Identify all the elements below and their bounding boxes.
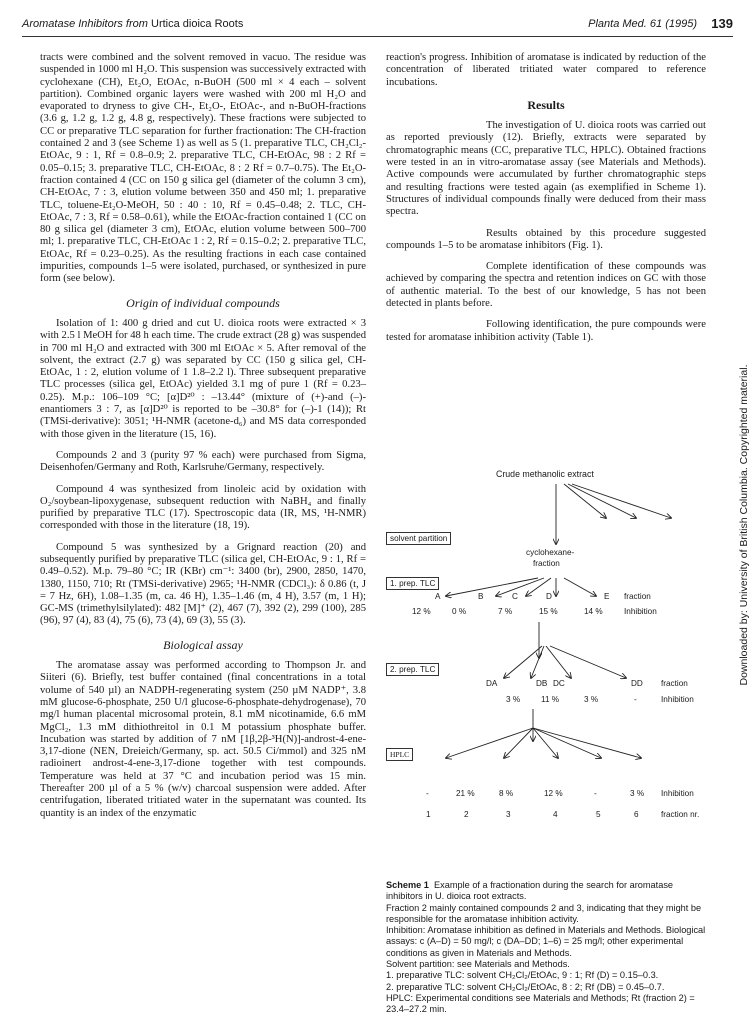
paragraph: Results obtained by this procedure suggested compounds 1–5 to be aromatase inhibitors (Fig. 1).: [386, 227, 706, 251]
section-heading: Results: [527, 97, 565, 112]
running-header: [22, 14, 733, 34]
paragraph: Following identification, the pure compounds were tested for aromatase inhibition activity (Table 1).: [386, 319, 706, 343]
paragraph: Compound 4 was synthesized from linoleic acid by oxidation with O₂/soybean-lipoxygenase, subsequent reduction with NaBH₄ and finally purified by preparative TLC (17). Spectroscopic data (IR, MS, ¹H-NMR) corresponded with those in the literature (18, 19).: [40, 483, 366, 532]
paragraph: reaction's progress. Inhibition of aromatase is indicated by reduction of the concentration of liberated tritiated water compared to reference incubations.: [386, 52, 706, 88]
caption-line: HPLC: Experimental conditions see Materials and Methods; Rt (fraction 2) = 23.4–27.2 min.: [386, 992, 695, 1015]
inhibition-value: 3 %: [584, 695, 599, 704]
caption-title: Scheme 1: [386, 880, 429, 890]
cyclohexane-label: fraction: [533, 559, 560, 568]
row-label: fraction nr.: [661, 810, 700, 819]
inhibition-value: 3 %: [506, 695, 521, 704]
fraction-label: D: [546, 592, 552, 601]
fraction-number: 5: [596, 810, 601, 819]
scheme-caption: [386, 880, 706, 1016]
paragraph: Complete identification of these compounds was achieved by comparing the spectra and retention indices on GC with those of authentic material. To the best of our knowledge, 5 has not been detected in plants before.: [386, 261, 706, 310]
fraction-label: E: [604, 592, 610, 601]
step-box-hplc: HPLC: [386, 748, 413, 761]
inhibition-value: 11 %: [541, 695, 560, 704]
fraction-label: DD: [631, 679, 643, 688]
caption-line: Solvent partition: see Materials and Methods.: [386, 959, 570, 970]
paragraph: Compound 5 was synthesized by a Grignard reaction (20) and subsequently purified by preparative TLC (silica gel, CH-EtOAc, 9 : 1, Rf = 0.49–0.52). M.p. 79–80 °C; IR (KBr) cm⁻¹: 3400 (br), 2900, 2850, 1470, 1380, 1150, 710; Rt (TMSi-derivative) 2965; ¹H-NMR (CDCl₃): δ 0.86 (t, J = 7 Hz, 6H), 1.08–1.35 (m, ca. 46 H), 1.35–1.46 (m, 4 H), 3.57 (m, 1 H); GC-MS (trimethylsilylated): 482 [M]⁺ (2), 467 (7), 392 (2), 299 (100), 285 (96), 97 (4), 83 (4), 75 (6), 73 (4), 69 (3), 55 (3).: [40, 541, 366, 627]
paragraph: tracts were combined and the solvent removed in vacuo. The residue was suspended in 1000 ml H₂O. This suspension was successively extracted with cyclohexane (CH), Et₂O, EtOAc, n-BuOH (500 ml × 4 each – solvent partition). Combined organic layers were washed with 200 ml H₂O and evaporated to dryness to give CH-, Et₂O-, EtOAc-, and n-BuOH-fractions (3.6 g, 1.2 g, 1.2 g, 4.8 g, respectively). These fractions were subjected to CC or preparative TLC separation for further fractionation: The CH-fraction contained 2 and 3 (see Scheme 1) as well as 5 (1. preparative TLC, CH₂Cl₂-EtOAc, 9 : 1, Rf = 0.8–0.9; 2. preparative TLC, CH-EtOAc, 98 : 2 Rf = 0.05–0.15; 3. preparative TLC, CH-EtOAc, 8 : 2 Rf = 0.7–0.75). The Et₂O-fraction contained 4 (CC on 150 g silica gel (diameter of the column 3 cm), CH-EtOAc, 7 : 3, elution volume between 350 and 450 ml; 1. preparative TLC, toluene-Et₂O-MeOH, 50 : 40 : 10, Rf = 0.45–0.48; 2. TLC, CH-EtOAc, 7 : 3, Rf = 0.58–0.61), while the EtOAc-fraction contained 1 (CC on 80 g silica gel (diameter 3 cm), EtOAc, elution volume between 500–700 ml; 1. preparative TLC, CH-EtOAc 1 : 2, Rf = 0.15–0.2; 2. preparative TLC, EtOAc, Rf = 0.23–0.25). As the resulting fractions in each case contained impurities, compounds 1–5 were isolated, purchased, or synthesized in pure form (see below).: [40, 52, 366, 285]
caption-line: Example of a fractionation during the search for aromatase inhibitors in U. dioica root extracts.: [386, 880, 674, 902]
fraction-number: 1: [426, 810, 431, 819]
row-label: Inhibition: [661, 789, 694, 798]
row-label: fraction: [661, 679, 688, 688]
fraction-number: 6: [634, 810, 639, 819]
inhibition-value: 14 %: [584, 607, 603, 616]
row-label: Inhibition: [661, 695, 694, 704]
fraction-label: DA: [486, 679, 498, 688]
caption-line: Inhibition: Aromatase inhibition as defined in Materials and Methods. Biological assays: c (A–D) = 50 mg/l; c (DA–DD; 1–6) = 25 mg/l; other experimental conditions as given in Materials and Methods.: [386, 925, 706, 958]
scheme-start: Crude methanolic extract: [496, 469, 594, 479]
caption-line: Fraction 2 mainly contained compounds 2 and 3, indicating that they might be responsible for the aromatase inhibition activity.: [386, 902, 702, 924]
left-column: [40, 52, 366, 820]
inhibition-value: 15 %: [539, 607, 558, 616]
paragraph: The investigation of U. dioica roots was carried out as reported previously (12). Briefly, extracts were separated by chromatographic means (CC, preparative TLC, HPLC). Obtained fractions were tested in an in vitro-aromatase assay (see Materials and Methods). Active compounds were accumulated by further chromatographic steps and resulting fractions were tested again (as exemplified in Scheme 1). Structures of individual compounds finally were deduced from their mass spectra.: [386, 120, 706, 218]
inhibition-value: 12 %: [544, 789, 563, 798]
paragraph: The aromatase assay was performed according to Thompson Jr. and Siiteri (6). Briefly, test buffer contained (final concentrations in a total volume of 540 µl) an NADPH-regenerating system (250 µM NADP⁺, 3.8 mM glucose-6-phosphate, 250 U/l glucose-6-phosphate-dehydrogenase), 70 mg/l human placental microsomal protein, 8.1 mM nicotinamide, 6.6 mM MgCl₂, 1.3 mM dithiothreitol in 0.1 M potassium phosphate buffer. Incubation was started by addition of 7 nM [1β,2β-³H(N)]-androst-4-ene-3,17-dione (NEN, Dreieich/Germany, sp. act. 50.5 Ci/mmol) and 325 nM radioinert androst-4-ene-3,17-dione together with test compounds. Temperature was held at 37 °C and incubation period was 15 min. Thereafter 200 µl of a 5 % (w/v) charcoal suspension were added. After centrifugation, liberated tritiated water in the supernatant was counted. Its quantity is an index of the enzymatic: [40, 660, 366, 819]
right-column: [386, 52, 706, 344]
inhibition-value: 3 %: [630, 789, 645, 798]
cyclohexane-label: cyclohexane-: [526, 548, 575, 557]
inhibition-value: -: [426, 789, 429, 798]
fraction-label: C: [512, 592, 518, 601]
section-heading: Biological assay: [163, 637, 243, 652]
step-box-prep-tlc-1: 1. prep. TLC: [386, 577, 439, 590]
fractionation-scheme: [386, 466, 706, 861]
inhibition-value: 12 %: [412, 607, 431, 616]
step-box-prep-tlc-2: 2. prep. TLC: [386, 663, 439, 676]
inhibition-value: 21 %: [456, 789, 475, 798]
running-title: Aromatase Inhibitors from Urtica dioica Roots: [22, 18, 244, 30]
paragraph: Compounds 2 and 3 (purity 97 % each) were purchased from Sigma, Deisenhofen/Germany and Roth, Karlsruhe/Germany, respectively.: [40, 449, 366, 474]
fraction-label: A: [435, 592, 441, 601]
fraction-number: 4: [553, 810, 558, 819]
caption-line: 1. preparative TLC: solvent CH₂Cl₂/EtOAc, 9 : 1; Rf (D) = 0.15–0.3.: [386, 970, 659, 981]
inhibition-value: 8 %: [499, 789, 514, 798]
step-box-solvent-partition: solvent partition: [386, 532, 451, 545]
section-heading: Origin of individual compounds: [126, 295, 280, 310]
inhibition-value: 0 %: [452, 607, 467, 616]
row-label: Inhibition: [624, 607, 657, 616]
header-rule: [22, 36, 733, 37]
inhibition-value: -: [634, 695, 637, 704]
row-label: fraction: [624, 592, 651, 601]
paragraph: Isolation of 1: 400 g dried and cut U. dioica roots were extracted × 3 with 2.5 l MeOH for 48 h each time. The crude extract (28 g) was suspended in 700 ml H₂O and extracted with 300 ml EtOAc × 5. After removal of the solvent, the extract (2.7 g) was separated by CC (150 g silica gel, CH-EtOAc, 1 : 2, elution volume of 1 1.8–2.2 l). Three subsequent preparative TLC processes (silica gel, EtOAc) yielded 3.1 mg of pure 1 (Rf = 0.23–0.25). M.p.: 106–109 °C; [α]D²⁰ : –13.44° (mixture of (+)-and (–)-enantiomers 3 : 7, as [α]D²⁰ is reported to be –30.8° for (–)-1 (14)); Rt (TMSi-derivative): 3051; ¹H-NMR (acetone-d₆) and MS data corresponded with those given in the literature (15, 16).: [40, 317, 366, 440]
caption-line: 2. preparative TLC: solvent CH₂Cl₂/EtOAc, 8 : 2; Rf (DB) = 0.45–0.7.: [386, 981, 665, 992]
fraction-label: B: [478, 592, 484, 601]
fraction-label: DC: [553, 679, 565, 688]
journal-citation: Planta Med. 61 (1995): [588, 18, 697, 30]
inhibition-value: 7 %: [498, 607, 513, 616]
download-notice: Downloaded by: University of British Columbia. Copyrighted material.: [738, 364, 750, 686]
fraction-number: 2: [464, 810, 469, 819]
fraction-label: DB: [536, 679, 548, 688]
fraction-number: 3: [506, 810, 511, 819]
inhibition-value: -: [594, 789, 597, 798]
page-number: 139: [711, 16, 733, 31]
